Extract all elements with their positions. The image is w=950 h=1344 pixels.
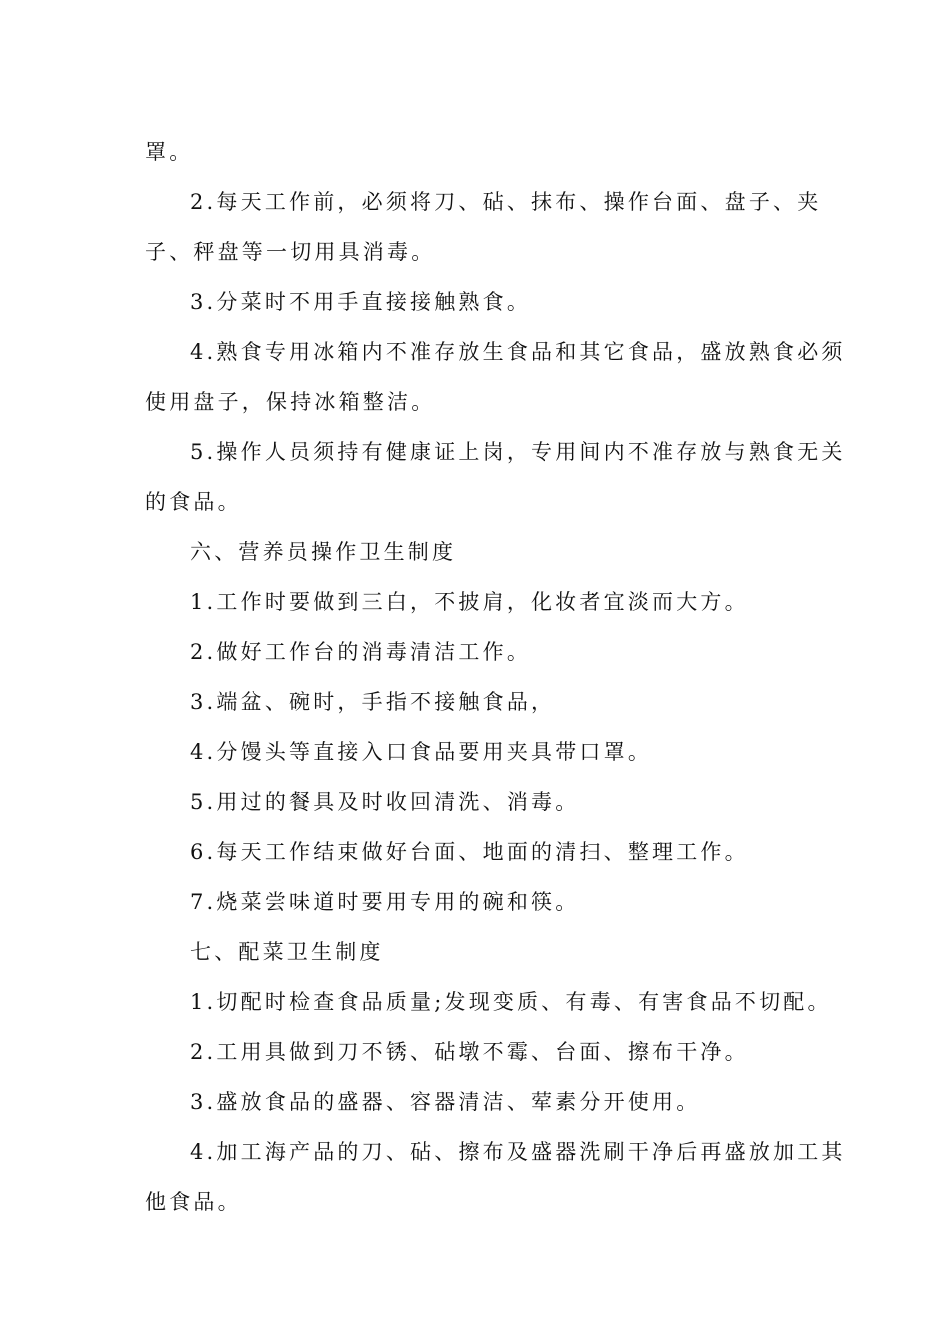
section-heading: 七、配菜卫生制度	[190, 940, 384, 964]
text-line: 罩。	[145, 140, 194, 164]
text-line: 2.做好工作台的消毒清洁工作。	[190, 640, 532, 664]
text-line: 他食品。	[145, 1190, 242, 1214]
text-line: 7.烧菜尝味道时要用专用的碗和筷。	[190, 890, 580, 914]
text-line: 5.操作人员须持有健康证上岗，专用间内不准存放与熟食无关	[190, 440, 846, 464]
text-line: 子、秤盘等一切用具消毒。	[145, 240, 436, 264]
text-line: 的食品。	[145, 490, 242, 514]
text-line: 1.工作时要做到三白，不披肩，化妆者宜淡而大方。	[190, 590, 749, 614]
section-heading: 六、营养员操作卫生制度	[190, 540, 457, 564]
text-line: 3.盛放食品的盛器、容器清洁、荤素分开使用。	[190, 1090, 701, 1114]
text-line: 1.切配时检查食品质量;发现变质、有毒、有害食品不切配。	[190, 990, 832, 1014]
text-line: 4.分馒头等直接入口食品要用夹具带口罩。	[190, 740, 653, 764]
text-line: 3.端盆、碗时，手指不接触食品，	[190, 690, 556, 714]
text-line: 3.分菜时不用手直接接触熟食。	[190, 290, 532, 314]
text-line: 2.工用具做到刀不锈、砧墩不霉、台面、擦布干净。	[190, 1040, 749, 1064]
text-line: 4.熟食专用冰箱内不准存放生食品和其它食品，盛放熟食必须	[190, 340, 846, 364]
text-line: 4.加工海产品的刀、砧、擦布及盛器洗刷干净后再盛放加工其	[190, 1140, 846, 1164]
text-line: 5.用过的餐具及时收回清洗、消毒。	[190, 790, 580, 814]
text-line: 使用盘子，保持冰箱整洁。	[145, 390, 436, 414]
text-line: 2.每天工作前，必须将刀、砧、抹布、操作台面、盘子、夹	[190, 190, 822, 214]
text-line: 6.每天工作结束做好台面、地面的清扫、整理工作。	[190, 840, 749, 864]
